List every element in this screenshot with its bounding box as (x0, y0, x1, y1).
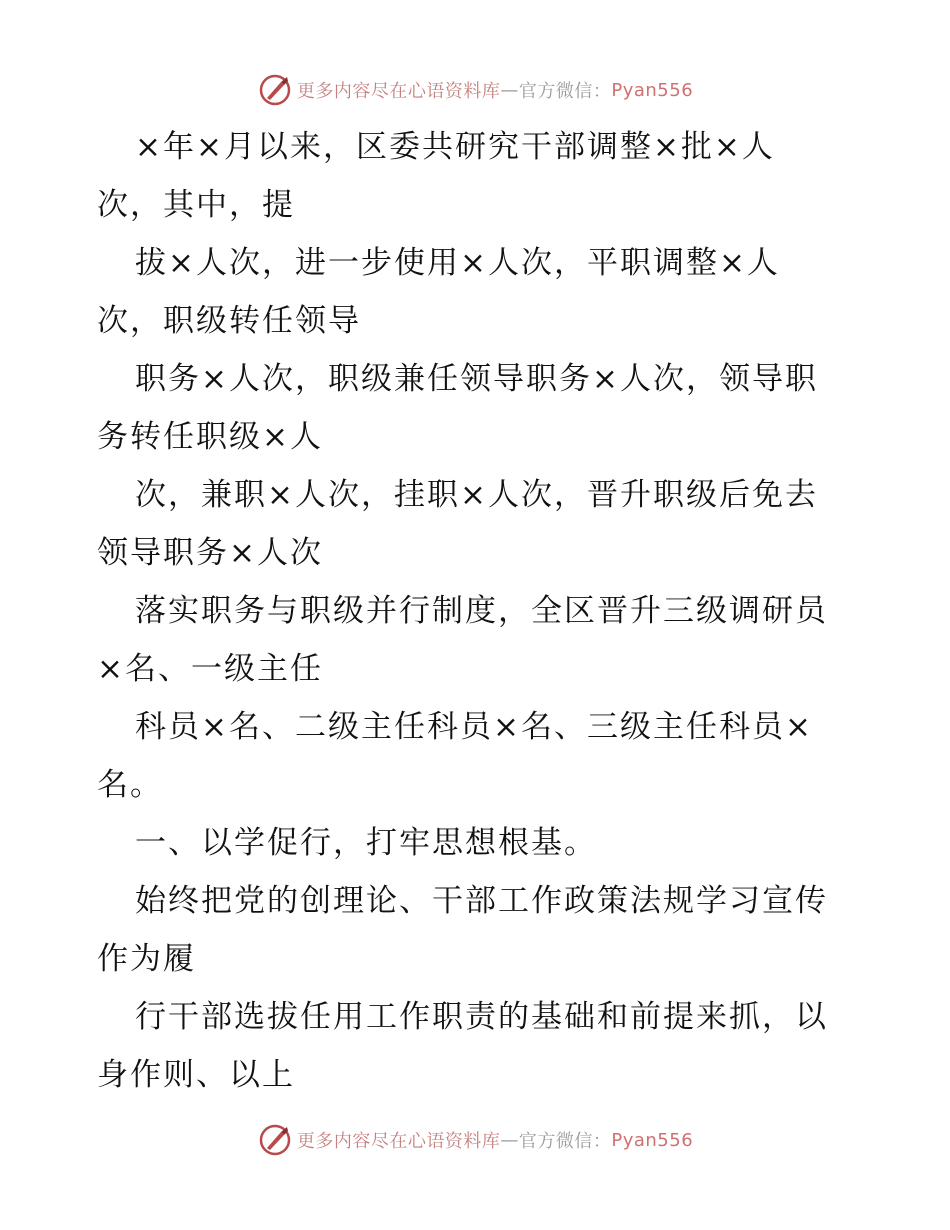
watermark-account: Pyan556 (611, 79, 694, 101)
paragraph-line: 次，其中，提 (97, 187, 295, 223)
document-body (97, 118, 857, 1104)
paragraph-line: 身作则、以上 (97, 1057, 295, 1093)
paragraph (97, 698, 857, 814)
paragraph-line: 务转任职级×人 (97, 419, 323, 455)
paragraph (97, 582, 857, 698)
paragraph (97, 466, 857, 582)
watermark-account: Pyan556 (611, 1129, 694, 1151)
quill-pen-logo-icon (257, 72, 293, 108)
paragraph-line: 领导职务×人次 (97, 535, 323, 571)
paragraph-line: 职务×人次，职级兼任领导职务×人次，领导职 (135, 361, 818, 397)
paragraph (97, 988, 857, 1104)
paragraph-line: 次，兼职×人次，挂职×人次，晋升职级后免去 (135, 477, 818, 513)
paragraph-line: 科员×名、二级主任科员×名、三级主任科员× (135, 709, 813, 745)
paragraph-line: 落实职务与职级并行制度，全区晋升三级调研员 (135, 593, 828, 629)
paragraph-line: 一、以学促行，打牢思想根基。 (135, 825, 597, 861)
watermark-label: 官方微信： (518, 1131, 612, 1152)
paragraph (97, 118, 857, 234)
paragraph-line: 作为履 (97, 941, 196, 977)
paragraph-line: 名。 (97, 767, 163, 803)
header-watermark (0, 70, 950, 110)
footer-watermark (0, 1120, 950, 1160)
paragraph-line: 始终把党的创理论、干部工作政策法规学习宣传 (135, 883, 828, 919)
paragraph (97, 234, 857, 350)
paragraph-line: ×名、一级主任 (97, 651, 323, 687)
watermark-brand-text: 更多内容尽在心语资料库 (296, 81, 501, 102)
watermark-dash: — (500, 79, 519, 101)
paragraph-line: 拔×人次，进一步使用×人次，平职调整×人 (135, 245, 780, 281)
watermark-brand-text: 更多内容尽在心语资料库 (296, 1131, 501, 1152)
paragraph-line: ×年×月以来，区委共研究干部调整×批×人 (135, 129, 775, 165)
watermark-label: 官方微信： (518, 81, 612, 102)
paragraph-line: 次，职级转任领导 (97, 303, 361, 339)
watermark-dash: — (500, 1129, 519, 1151)
quill-pen-logo-icon (257, 1122, 293, 1158)
section-heading (97, 814, 857, 872)
paragraph-line: 行干部选拔任用工作职责的基础和前提来抓，以 (135, 999, 828, 1035)
paragraph (97, 350, 857, 466)
paragraph (97, 872, 857, 988)
